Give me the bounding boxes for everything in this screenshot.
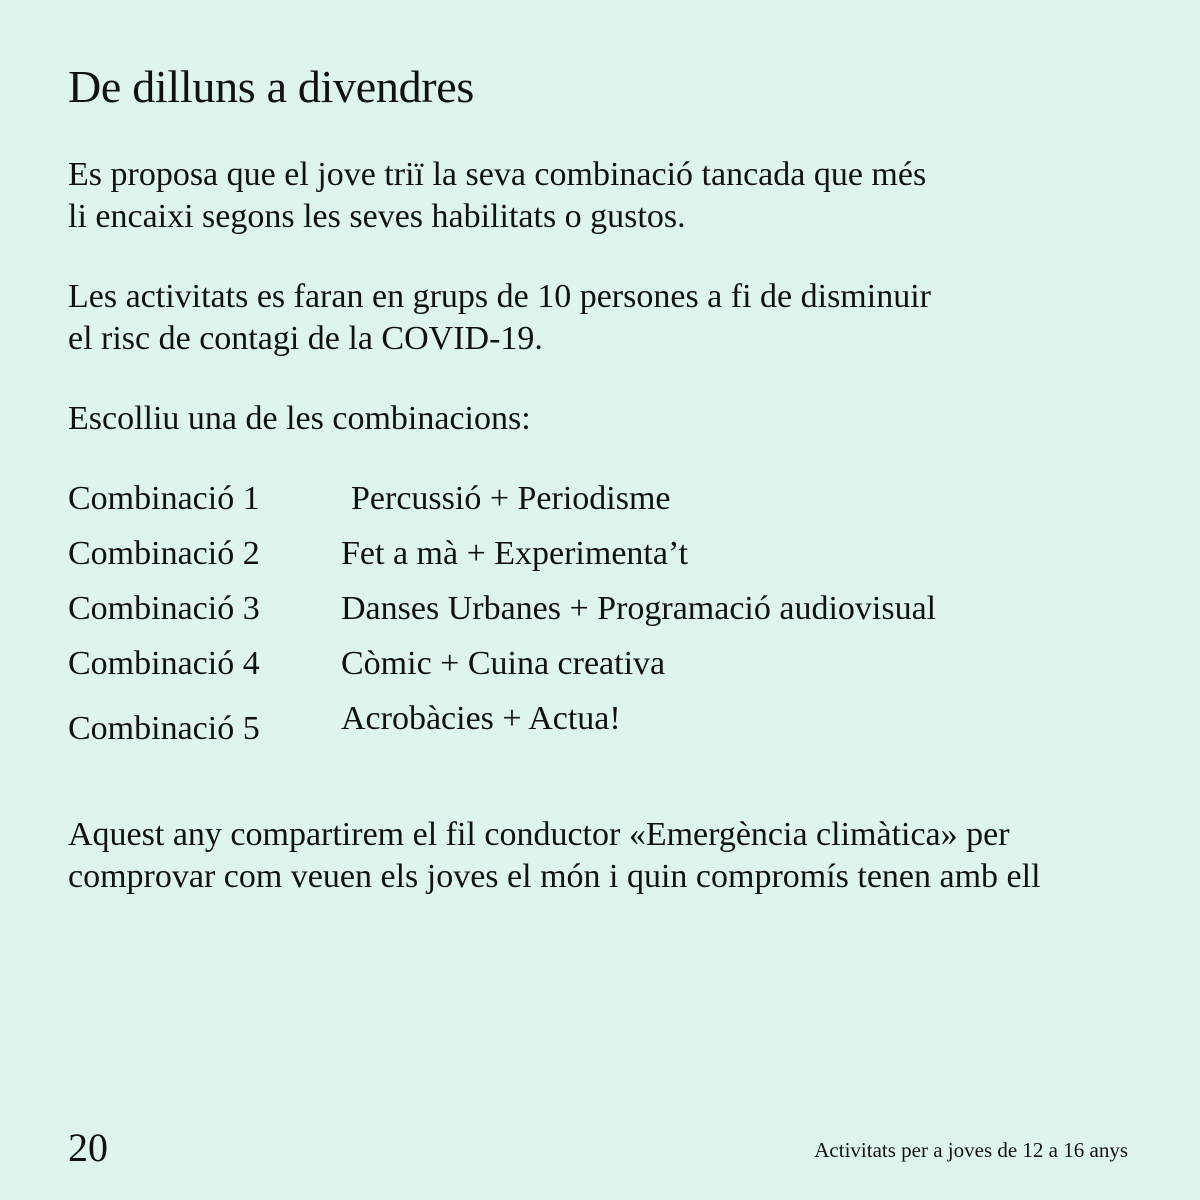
intro-line-1: Es proposa que el jove triï la seva combinació tancada que més xyxy=(68,156,927,193)
groups-paragraph xyxy=(68,276,1148,360)
combination-label: Combinació 2 xyxy=(68,535,260,572)
page-number: 20 xyxy=(68,1125,108,1170)
combination-label: Combinació 1 xyxy=(68,480,260,517)
combination-activities: Còmic + Cuina creativa xyxy=(341,645,666,682)
combination-label: Combinació 3 xyxy=(68,590,260,627)
combination-activities: Fet a mà + Experimenta’t xyxy=(341,535,689,572)
choose-prompt: Escolliu una de les combinacions: xyxy=(68,400,531,437)
groups-line-1: Les activitats es faran en grups de 10 persones a fi de disminuir xyxy=(68,278,931,315)
combination-label: Combinació 4 xyxy=(68,645,260,682)
combination-activities: Danses Urbanes + Programació audiovisual xyxy=(341,590,937,627)
groups-line-2: el risc de contagi de la COVID-19. xyxy=(68,320,543,357)
theme-paragraph xyxy=(68,814,1148,898)
combination-activities: Acrobàcies + Actua! xyxy=(341,700,621,737)
intro-paragraph xyxy=(68,154,1148,238)
publication-footer: Activitats per a joves de 12 a 16 anys xyxy=(814,1138,1128,1162)
theme-line-2: comprovar com veuen els joves el món i quin compromís tenen amb ell xyxy=(68,858,1041,895)
intro-line-2: li encaixi segons les seves habilitats o gustos. xyxy=(68,198,686,235)
page-title: De dilluns a divendres xyxy=(68,61,475,112)
combination-activities: Percussió + Periodisme xyxy=(351,480,671,517)
theme-line-1: Aquest any compartirem el fil conductor «Emergència climàtica» per xyxy=(68,816,1010,853)
combination-label: Combinació 5 xyxy=(68,710,260,747)
